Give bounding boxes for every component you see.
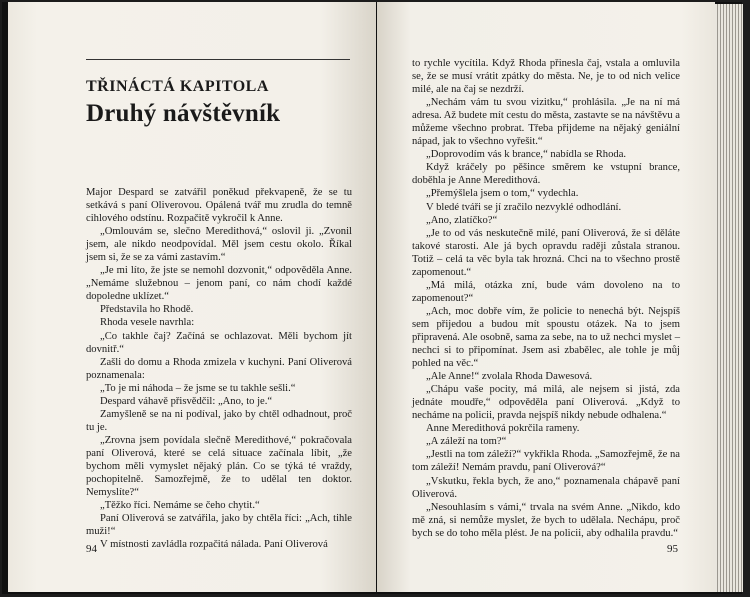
paragraph: Despard váhavě přisvědčil: „Ano, to je.“ — [100, 395, 273, 407]
paragraph: Když kráčely po pěšince směrem ke vstupní brance, doběhla je Anne Meredithová. — [412, 162, 680, 187]
paragraph: Anne Meredithová pokrčila rameny. — [426, 423, 580, 435]
paragraph: „Nechám vám tu svou vizitku,“ prohlásila. „Je na ní má adresa. Až budete mít cestu do města, zastavte se na návštěvu a můžeme všechno probrat. Třeba přijdeme na nějaký geniální nápad, jak to všechno vyřešit.“ — [412, 97, 680, 148]
paragraph: „Těžko říci. Nemáme se čeho chytit.“ — [100, 500, 260, 512]
paragraph: „Doprovodím vás k brance,“ nabídla se Rhoda. — [426, 149, 627, 161]
paragraph: Paní Oliverová se zatvářila, jako by chtěla říci: „Ach, tihle muži!“ — [86, 513, 352, 538]
left-page-text — [86, 186, 352, 551]
paragraph: „Omlouvám se, slečno Meredithová,“ oslovil ji. „Zvonil jsem, ale nikdo neodpovídal. Měl jsem cestu okolo. Říkal jsem si, že se za vámi zastavím.“ — [86, 226, 352, 264]
paragraph: „Jestli na tom záleží?“ vykřikla Rhoda. „Samozřejmě, že na tom záleží! Nemám pravdu, paní Oliverová?“ — [412, 449, 680, 474]
paragraph: Zašli do domu a Rhoda zmizela v kuchyni. Paní Oliverová poznamenala: — [86, 356, 352, 381]
paragraph: „Je mi líto, že jste se nemohl dozvonit,“ odpověděla Anne. „Nemáme služebnou – jenom paní, co nám chodí každé dopoledne uklízet.“ — [86, 265, 352, 303]
paragraph: „Přemýšlela jsem o tom,“ vydechla. — [426, 188, 579, 200]
right-page — [377, 2, 715, 592]
page-number-left: 94 — [86, 543, 97, 555]
paragraph: „Nesouhlasím s vámi,“ trvala na svém Anne. „Nikdo, kdo mě zná, si nemůže myslet, že bych to udělala. Nechápu, proč bych se do toho měla plést. Je na policii, aby odhalila pravdu.“ — [412, 501, 680, 539]
left-page — [8, 2, 376, 592]
open-book — [2, 2, 742, 594]
paragraph: „Vskutku, řekla bych, že ano,“ poznamenala chápavě paní Oliverová. — [412, 475, 680, 500]
paragraph: „Co takhle čaj? Začíná se ochlazovat. Měli bychom jít dovnitř.“ — [86, 330, 352, 355]
chapter-title: Druhý návštěvník — [86, 100, 281, 127]
paragraph: „Ano, zlatíčko?“ — [426, 214, 498, 226]
paragraph: Rhoda vesele navrhla: — [100, 317, 195, 329]
chapter-rule — [86, 59, 350, 60]
right-page-text — [412, 57, 680, 540]
paragraph: Major Despard se zatvářil poněkud překvapeně, že se tu setkává s paní Oliverovou. Opálená tvář mu zrudla do temně cihlového odstínu. Rozpačitě vykročil k Anne. — [86, 187, 352, 225]
paragraph: „Ale Anne!“ zvolala Rhoda Dawesová. — [426, 371, 593, 383]
paragraph: „Je to od vás neskutečně milé, paní Oliverová, že si děláte takové starosti. Ale já bych opravdu raději zůstala stranou. Totiž – celá ta věc byla tak hrozná. Chci na to všechno prostě zapomenout.“ — [412, 227, 680, 278]
paragraph: „Ach, moc dobře vím, že policie to nenechá být. Nejspíš sem přijedou a budou mít spoustu otázek. Na to jsem připravená. Ale osobně, sama za sebe, na to už nechci myslet – nechci si to připomínat. Jsem asi zbabělec, ale tohle je můj pohled na věc.“ — [412, 305, 680, 370]
paragraph: „A záleží na tom?“ — [426, 436, 507, 448]
page-edges — [715, 4, 743, 592]
paragraph: Představila ho Rhodě. — [100, 304, 194, 316]
page-number-right: 95 — [667, 543, 678, 555]
paragraph: to rychle vycítila. Když Rhoda přinesla čaj, vstala a omluvila se, že se musí vrátit zpátky do města. Ne, je to od nich velice milé, ale na čaj se nezdrží. — [412, 58, 680, 96]
paragraph: „Má milá, otázka zní, bude vám dovoleno na to zapomenout?“ — [412, 279, 680, 304]
paragraph: „Chápu vaše pocity, má milá, ale nejsem si jistá, zda jednáte moudře,“ odpověděla paní Oliverová. „Když to necháme na policii, pravda nejspíš nikdy nebude odhalena.“ — [412, 384, 680, 422]
paragraph: „Zrovna jsem povídala slečně Meredithové,“ pokračovala paní Oliverová, které se celá situace začínala líbit, „že bychom měli vymyslet nějaký plán. Co se týká té vraždy, pochopitelně. Samozřejmě, že to udělal ten doktor. Nemyslíte?“ — [86, 434, 352, 499]
paragraph: V místnosti zavládla rozpačitá nálada. Paní Oliverová — [100, 539, 328, 551]
paragraph: Zamyšleně se na ni podíval, jako by chtěl odhadnout, proč tu je. — [86, 408, 352, 433]
paragraph: V bledé tváři se jí zračilo nezvyklé odhodlání. — [426, 201, 622, 213]
chapter-label: TŘINÁCTÁ KAPITOLA — [86, 78, 269, 95]
paragraph: „To je mi náhoda – že jsme se tu takhle sešli.“ — [100, 382, 296, 394]
